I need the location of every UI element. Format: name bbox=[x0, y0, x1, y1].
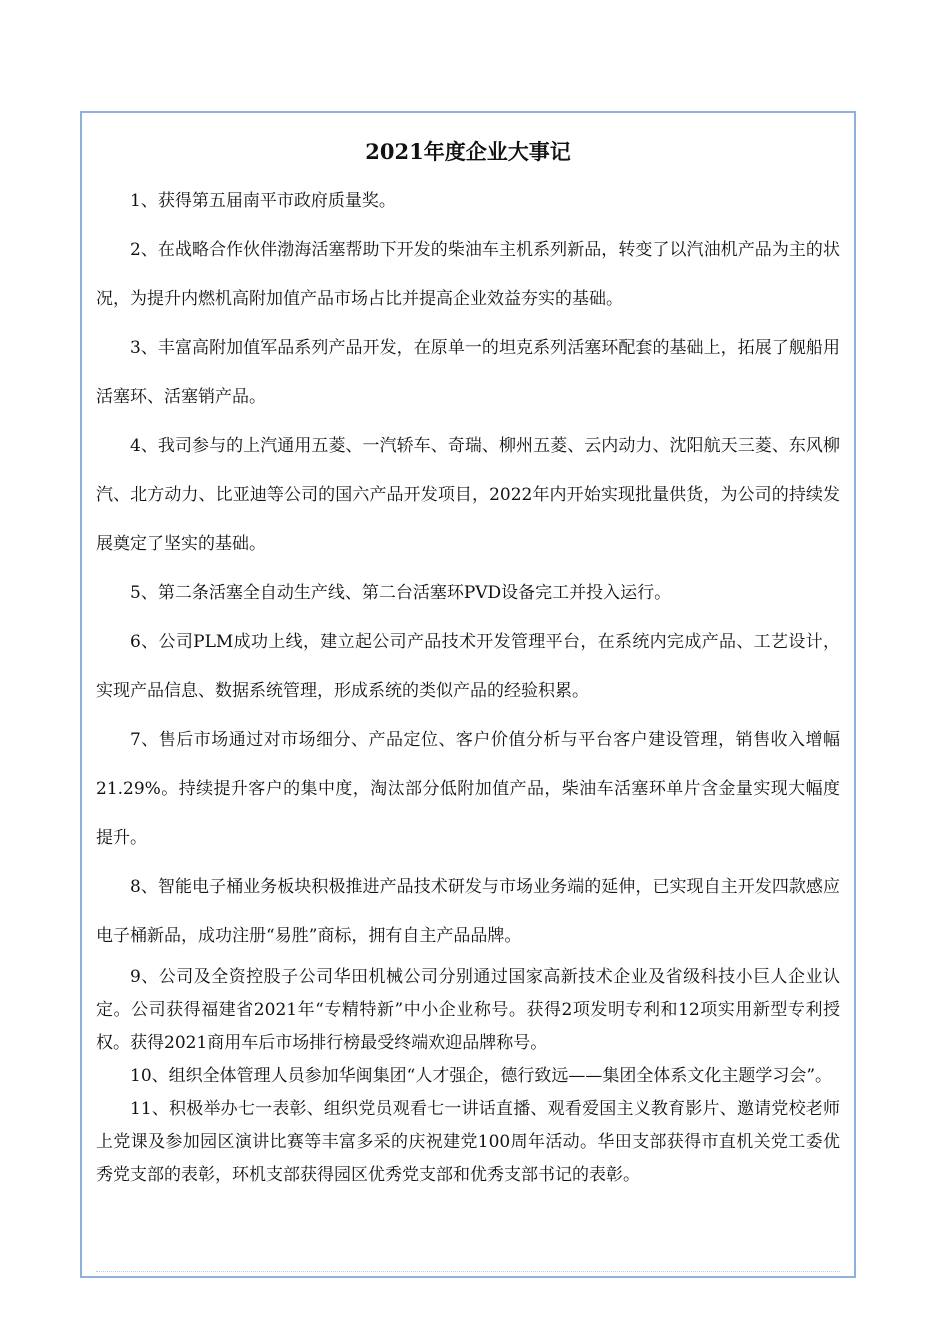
event-list bbox=[96, 177, 840, 1192]
event-item-9: 9、公司及全资控股子公司华田机械公司分别通过国家高新技术企业及省级科技小巨人企业认定。公司获得福建省2021年“专精特新”中小企业称号。获得2项发明专利和12项实用新型专利授权。获得2021商用车后市场排行榜最受终端欢迎品牌称号。 bbox=[96, 967, 840, 1053]
page-title: 2021年度企业大事记 bbox=[365, 139, 571, 164]
event-item-8: 8、智能电子桶业务板块积极推进产品技术研发与市场业务端的延伸，已实现自主开发四款感应电子桶新品，成功注册“易胜”商标，拥有自主产品品牌。 bbox=[96, 877, 840, 946]
event-item-7: 7、售后市场通过对市场细分、产品定位、客户价值分析与平台客户建设管理，销售收入增幅21.29%。持续提升客户的集中度，淘汰部分低附加值产品，柴油车活塞环单片含金量实现大幅度提升。 bbox=[96, 730, 840, 848]
event-item-11: 11、积极举办七一表彰、组织党员观看七一讲话直播、观看爱国主义教育影片、邀请党校老师上党课及参加园区演讲比赛等丰富多采的庆祝建党100周年活动。华田支部获得市直机关党工委优秀党支部的表彰，环机支部获得园区优秀党支部和优秀支部书记的表彰。 bbox=[96, 1099, 840, 1185]
bottom-divider bbox=[96, 1271, 840, 1276]
event-item-4: 4、我司参与的上汽通用五菱、一汽轿车、奇瑞、柳州五菱、云内动力、沈阳航天三菱、东风柳汽、北方动力、比亚迪等公司的国六产品开发项目，2022年内开始实现批量供货，为公司的持续发展奠定了坚实的基础。 bbox=[96, 436, 840, 554]
event-item-10: 10、组织全体管理人员参加华闽集团“人才强企，德行致远——集团全体系文化主题学习会”。 bbox=[130, 1066, 833, 1086]
event-item-3: 3、丰富高附加值军品系列产品开发，在原单一的坦克系列活塞环配套的基础上，拓展了舰船用活塞环、活塞销产品。 bbox=[96, 338, 840, 407]
document-frame bbox=[80, 111, 856, 1278]
event-item-1: 1、获得第五届南平市政府质量奖。 bbox=[130, 191, 396, 211]
event-item-5: 5、第二条活塞全自动生产线、第二台活塞环PVD设备完工并投入运行。 bbox=[130, 583, 672, 603]
event-item-2: 2、在战略合作伙伴渤海活塞帮助下开发的柴油车主机系列新品，转变了以汽油机产品为主的状况，为提升内燃机高附加值产品市场占比并提高企业效益夯实的基础。 bbox=[96, 240, 840, 309]
event-item-6: 6、公司PLM成功上线，建立起公司产品技术开发管理平台，在系统内完成产品、工艺设计，实现产品信息、数据系统管理，形成系统的类似产品的经验积累。 bbox=[96, 632, 840, 701]
